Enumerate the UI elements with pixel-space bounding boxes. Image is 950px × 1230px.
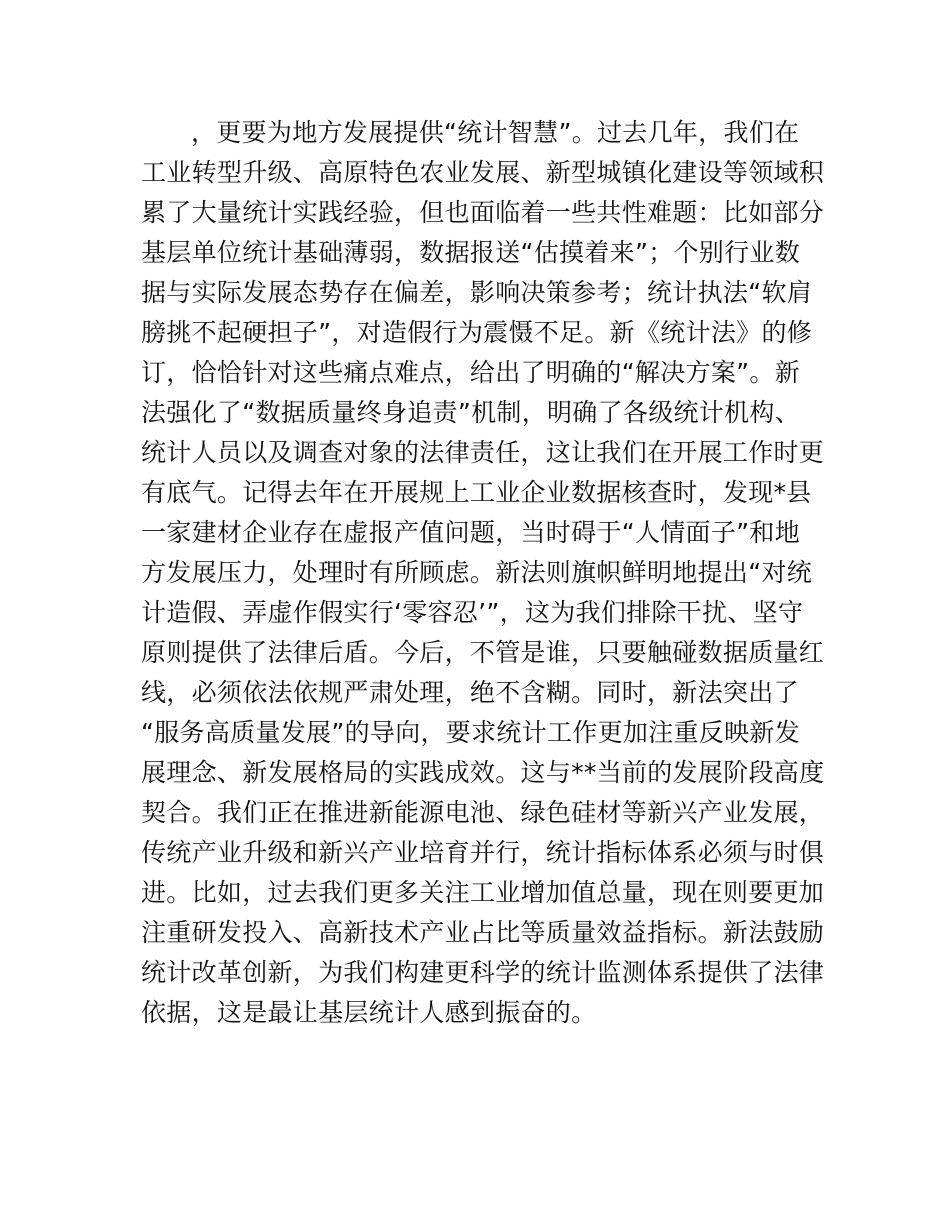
paragraph-line: 统计改革创新，为我们构建更科学的统计监测体系提供了法律 [141,958,825,987]
paragraph-line: ，更要为地方发展提供“统计智慧”。过去几年，我们在 [191,118,800,147]
paragraph-line: 膀挑不起硬担子”，对造假行为震慑不足。新《统计法》的修 [141,318,813,347]
paragraph-line: 进。比如，过去我们更多关注工业增加值总量，现在则要更加 [141,878,825,907]
paragraph-line: 累了大量统计实践经验，但也面临着一些共性难题：比如部分 [141,198,825,227]
paragraph-line: 有底气。记得去年在开展规上工业企业数据核查时，发现*县 [141,478,812,507]
paragraph-line: 基层单位统计基础薄弱，数据报送“估摸着来”；个别行业数 [141,238,801,267]
paragraph-line: 展理念、新发展格局的实践成效。这与**当前的发展阶段高度 [141,758,825,787]
paragraph-line: 工业转型升级、高原特色农业发展、新型城镇化建设等领域积 [141,158,825,187]
paragraph-line: 传统产业升级和新兴产业培育并行，统计指标体系必须与时俱 [141,838,825,867]
paragraph-line: 统计人员以及调查对象的法律责任，这让我们在开展工作时更 [141,438,825,467]
paragraph-line: 注重研发投入、高新技术产业占比等质量效益指标。新法鼓励 [141,918,825,947]
paragraph-line: 订，恰恰针对这些痛点难点，给出了明确的“解决方案”。新 [141,358,801,387]
paragraph-line: 契合。我们正在推进新能源电池、绿色硅材等新兴产业发展， [141,798,825,827]
paragraph-line: “服务高质量发展”的导向，要求统计工作更加注重反映新发 [141,718,801,747]
paragraph-line: 计造假、弄虚作假实行‘零容忍’”，这为我们排除干扰、坚守 [141,598,804,627]
paragraph [141,113,825,1033]
paragraph-line: 法强化了“数据质量终身追责”机制，明确了各级统计机构、 [141,398,801,427]
paragraph-line: 据与实际发展态势存在偏差，影响决策参考；统计执法“软肩 [141,278,813,307]
paragraph-line: 线，必须依法依规严肃处理，绝不含糊。同时，新法突出了 [141,678,799,707]
paragraph-line: 原则提供了法律后盾。今后，不管是谁，只要触碰数据质量红 [141,638,825,667]
paragraph-line: 依据，这是最让基层统计人感到振奋的。 [141,998,597,1027]
paragraph-line: 一家建材企业存在虚报产值问题，当时碍于“人情面子”和地 [141,518,801,547]
paragraph-line: 方发展压力，处理时有所顾虑。新法则旗帜鲜明地提出“对统 [141,558,813,587]
